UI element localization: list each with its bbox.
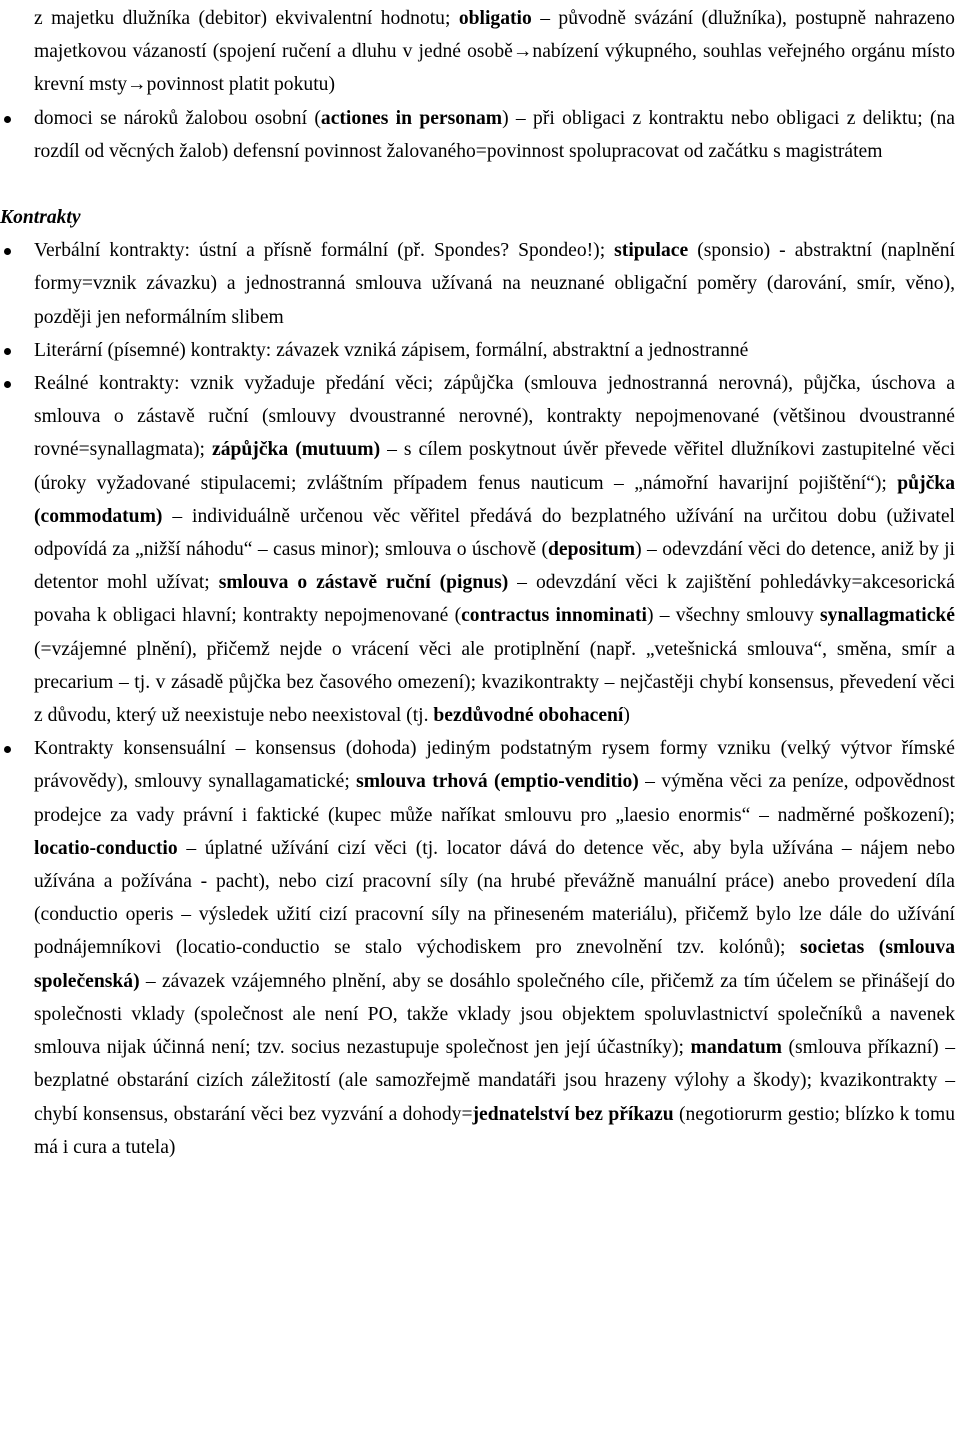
text-run: ) – při obligaci z kontraktu nebo obligaci z deliktu; (na rozdíl od věcných žalob) defensní povinnost žalovaného=povinnost spolupracovat od začátku s magistrátem <box>34 107 955 162</box>
text-run: ) <box>623 705 630 727</box>
term-synallagmaticke: synallagmatické <box>820 605 955 627</box>
obligatio-paragraph <box>34 2 955 102</box>
section-heading-kontrakty: Kontrakty <box>0 207 81 229</box>
term-stipulace: stipulace <box>614 240 689 262</box>
term-emptio-venditio: smlouva trhová (emptio-venditio) <box>356 771 639 793</box>
text-run: – původně svázání (dlužníka), postupně nahrazeno majetkovou vázaností (spojení ručení a dluhu v jedné osobě→nabízení výkupného, souhlas veřejného orgánu místo krevní msty→povinnost platit pokutu) <box>34 8 955 96</box>
term-depositum: depositum <box>548 539 636 561</box>
term-locatio-conductio: locatio-conductio <box>34 837 178 859</box>
text-run: Literární (písemné) kontrakty: závazek vzniká zápisem, formální, abstraktní a jednostranné <box>34 339 749 361</box>
text-run: z majetku dlužníka (debitor) ekvivalentní hodnotu; <box>34 8 459 29</box>
text-run: (negotiorurm gestio; blízko k tomu má i cura a tutela) <box>34 1103 955 1158</box>
text-run: ) – všechny smlouvy <box>646 605 821 627</box>
text-run: – odevzdání věci k zajištění pohledávky=akcesorická povaha k obligaci hlavní; kontrakty nepojmenované ( <box>34 572 955 627</box>
text-run: (sponsio) - abstraktní (naplnění formy=vznik závazku) a jednostranná smlouva užívaná na neuznané obligační poměry (darování, smír, věno), později jen neformálním slibem <box>34 240 955 328</box>
list-item-literal-contracts <box>34 334 955 367</box>
list-item-verbal-contracts <box>34 234 955 334</box>
text-run: Reálné kontrakty: vznik vyžaduje předání věci; zápůjčka (smlouva jednostranná nerovná), půjčka, úschova a smlouva o zástavě ruční (smlouvy dvoustranné nerovné), kontrakty nepojmenované (většinou dvoustranné rovné=synallagmata); <box>34 373 955 461</box>
term-obligatio: obligatio <box>458 8 532 29</box>
term-commodatum: půjčka (commodatum) <box>34 472 955 527</box>
term-societas: societas (smlouva společenská) <box>34 937 955 992</box>
term-jednatelstvi-bez-prikazu: jednatelství bez příkazu <box>472 1103 674 1125</box>
list-item-actiones <box>34 102 955 168</box>
term-contractus-innominati: contractus innominati <box>461 605 647 627</box>
text-run: – závazek vzájemného plnění, aby se dosáhlo společného cíle, přičemž za tím účelem se přinášejí do společnosti vklady (společnost ale není PO, takže vklady jsou objektem spoluvlastnictví společníků a navenek smlouva nijak účinná není; tzv. socius nezastupuje společnost jen její účastníky); <box>34 970 955 1059</box>
term-bezduvodne-obohaceni: bezdůvodné obohacení <box>433 705 624 727</box>
term-mandatum: mandatum <box>690 1037 782 1059</box>
text-run: (smlouva příkazní) – bezplatné obstarání cizích záležitostí (ale samozřejmě mandatáři jsou hrazeny výlohy a škody); kvazikontrakty – chybí konsensus, obstarání věci bez vyzvání a dohody= <box>34 1037 955 1125</box>
obligation-list <box>34 102 955 168</box>
text-run: ) – odevzdání věci do detence, aniž by ji detentor mohl užívat; <box>34 539 955 594</box>
term-pignus: smlouva o zástavě ruční (pignus) <box>218 572 509 594</box>
text-run: (=vzájemné plnění), přičemž nejde o vrácení věci ale protiplnění (např. „vetešnická smlouva“, směna, smír a precarium – tj. v zásadě půjčka bez časového omezení); kvazikontrakty – nejčastěji chybí konsensus, převedení věci z důvodu, který už neexistuje nebo neexistoval (tj. <box>34 638 955 727</box>
contracts-list <box>34 234 955 1164</box>
text-run: Verbální kontrakty: ústní a přísně formální (př. Spondes? Spondeo!); <box>34 240 615 262</box>
text-run: Kontrakty konsensuální – konsensus (dohoda) jediným podstatným rysem formy vzniku (velký výtvor římské právovědy), smlouvy synallagamatické; <box>34 738 955 793</box>
term-mutuum: zápůjčka (mutuum) <box>212 439 381 461</box>
list-item-consensual-contracts <box>34 732 955 1164</box>
text-run: – výměna věci za peníze, odpovědnost prodejce za vady právní i faktické (kupec může naříkat smlouvu pro „laesio enormis“ – nadměrné poškození); <box>34 771 955 826</box>
list-item-real-contracts <box>34 367 955 732</box>
text-run: domoci se nároků žalobou osobní ( <box>34 107 321 129</box>
text-run: – individuálně určenou věc věřitel předává do bezplatného užívání na určitou dobu (uživatel odpovídá za „nižší náhodu“ – casus minor); smlouva o úschově ( <box>34 505 955 561</box>
text-run: – úplatné užívání cizí věci (tj. locator dává do detence věc, aby byla užívána – nájem nebo užívána a požívána - pacht), nebo cizí pracovní síly (na hrubé převážně manuální práce) anebo provedení díla (conductio operis – výsledek užití cizí pracovní síly na přineseném materiálu), přičemž bylo lze dále do užívání podnájemníkovi (locatio-conductio se stalo východiskem pro znevolnění tzv. kolónů); <box>34 837 955 959</box>
term-actiones-in-personam: actiones in personam <box>320 107 503 129</box>
text-run: – s cílem poskytnout úvěr převede věřitel dlužníkovi zastupitelné věci (úroky vyžadované stipulacemi; zvláštním případem fenus nauticum – „námořní havarijní pojištění“); <box>34 439 956 494</box>
